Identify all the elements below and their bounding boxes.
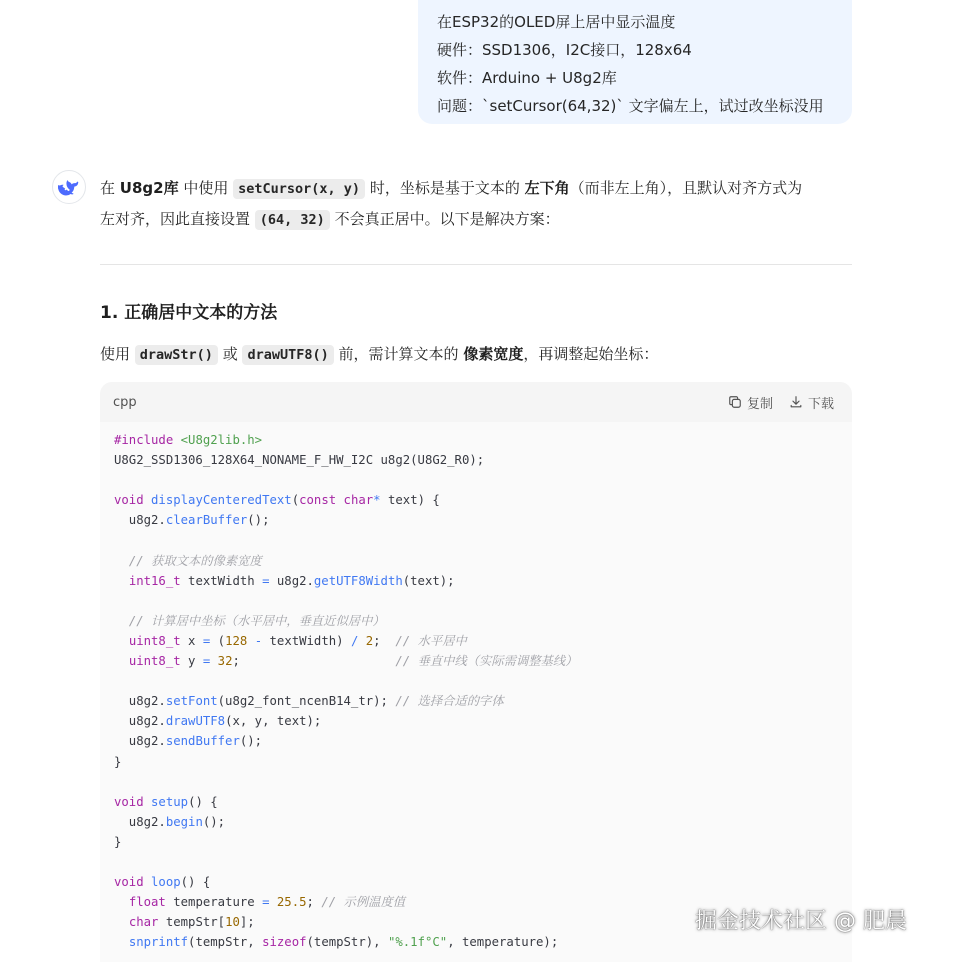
assistant-avatar — [52, 170, 86, 204]
text: 在 — [100, 179, 120, 197]
inline-code: setCursor(x, y) — [233, 179, 365, 199]
code-line: u8g2.begin(); — [114, 814, 226, 829]
text: 或 — [217, 345, 243, 363]
code-line: u8g2.clearBuffer(); — [114, 513, 270, 528]
text: 前，需计算文本的 — [333, 345, 464, 363]
inline-code: drawStr() — [135, 345, 218, 365]
user-message-line: 软件：Arduino + U8g2库 — [437, 69, 617, 87]
text: ，再调整起始坐标： — [523, 345, 659, 363]
bold-text: 像素宽度 — [463, 345, 524, 363]
watermark: 掘金技术社区 @ 肥晨 — [695, 909, 907, 934]
user-message-line: 在ESP32的OLED屏上居中显示温度 — [437, 13, 676, 31]
bold-text: U8g2库 — [119, 179, 179, 197]
code-line: } — [114, 834, 122, 849]
text: 不会真正居中。以下是解决方案： — [329, 210, 560, 228]
download-label: 下载 — [807, 396, 834, 412]
text: 左对齐，因此直接设置 — [100, 210, 255, 228]
code-line — [114, 852, 838, 872]
text: 中使用 — [178, 179, 234, 197]
code-language-label: cpp — [113, 394, 137, 410]
code-line: } — [114, 754, 122, 769]
code-line: snprintf(tempStr, sizeof(tempStr), "%.1f°C", temperature); — [128, 935, 559, 950]
code-line — [114, 772, 838, 792]
code-line — [114, 671, 838, 691]
code-line: #include <U8g2lib.h> — [114, 433, 263, 447]
divider — [100, 264, 852, 265]
code-line: u8g2.sendBuffer(); — [114, 734, 263, 749]
bold-text: 左下角 — [524, 179, 570, 197]
text: 使用 — [100, 345, 135, 363]
section-paragraph — [100, 339, 658, 370]
code-line: u8g2.setFont(u8g2_font_ncenB14_tr); // 选择合适的字体 — [114, 694, 504, 709]
answer-intro-paragraph — [100, 173, 860, 235]
code-line — [114, 591, 838, 611]
user-message-bubble — [418, 0, 852, 124]
code-line: void loop() { — [114, 875, 211, 890]
user-message-line: 硬件：SSD1306，I2C接口，128x64 — [437, 41, 692, 59]
user-message-line: 问题：`setCursor(64,32)` 文字偏左上，试过改坐标没用 — [437, 97, 824, 115]
code-line: u8g2.drawUTF8(x, y, text); — [114, 714, 322, 729]
code-actions — [728, 393, 834, 412]
code-line: // 计算居中坐标（水平居中，垂直近似居中） — [128, 613, 385, 628]
copy-icon — [728, 395, 742, 409]
code-block-header — [100, 382, 852, 422]
download-button[interactable] — [789, 393, 834, 412]
section-heading: 1. 正确居中文本的方法 — [100, 303, 278, 323]
code-line: uint8_t x = (128 - textWidth) / 2; // 水平居中 — [128, 633, 467, 648]
copy-button[interactable] — [728, 393, 773, 412]
copy-label: 复制 — [746, 396, 773, 412]
code-body — [100, 422, 852, 960]
code-line: uint8_t y = 32; // 垂直中线（实际需调整基线） — [128, 654, 578, 669]
code-line — [114, 530, 838, 550]
code-line: char tempStr[10]; — [128, 915, 255, 930]
code-line: U8G2_SSD1306_128X64_NONAME_F_HW_I2C u8g2(U8G2_R0); — [114, 453, 485, 468]
code-line: float temperature = 25.5; // 示例温度值 — [128, 895, 406, 910]
code-line: void setup() { — [114, 794, 218, 809]
code-line: int16_t textWidth = u8g2.getUTF8Width(text); — [128, 573, 455, 588]
code-line: void displayCenteredText(const char* text) { — [114, 493, 440, 508]
code-line: // 获取文本的像素宽度 — [128, 553, 262, 568]
inline-code: drawUTF8() — [242, 345, 333, 365]
text: 时，坐标是基于文本的 — [365, 179, 525, 197]
download-icon — [789, 395, 803, 409]
inline-code: (64, 32) — [255, 210, 330, 230]
code-line — [114, 470, 838, 490]
text: （而非左上角），且默认对齐方式为 — [569, 179, 803, 197]
code-block — [100, 382, 852, 962]
whale-logo-icon — [58, 176, 80, 198]
